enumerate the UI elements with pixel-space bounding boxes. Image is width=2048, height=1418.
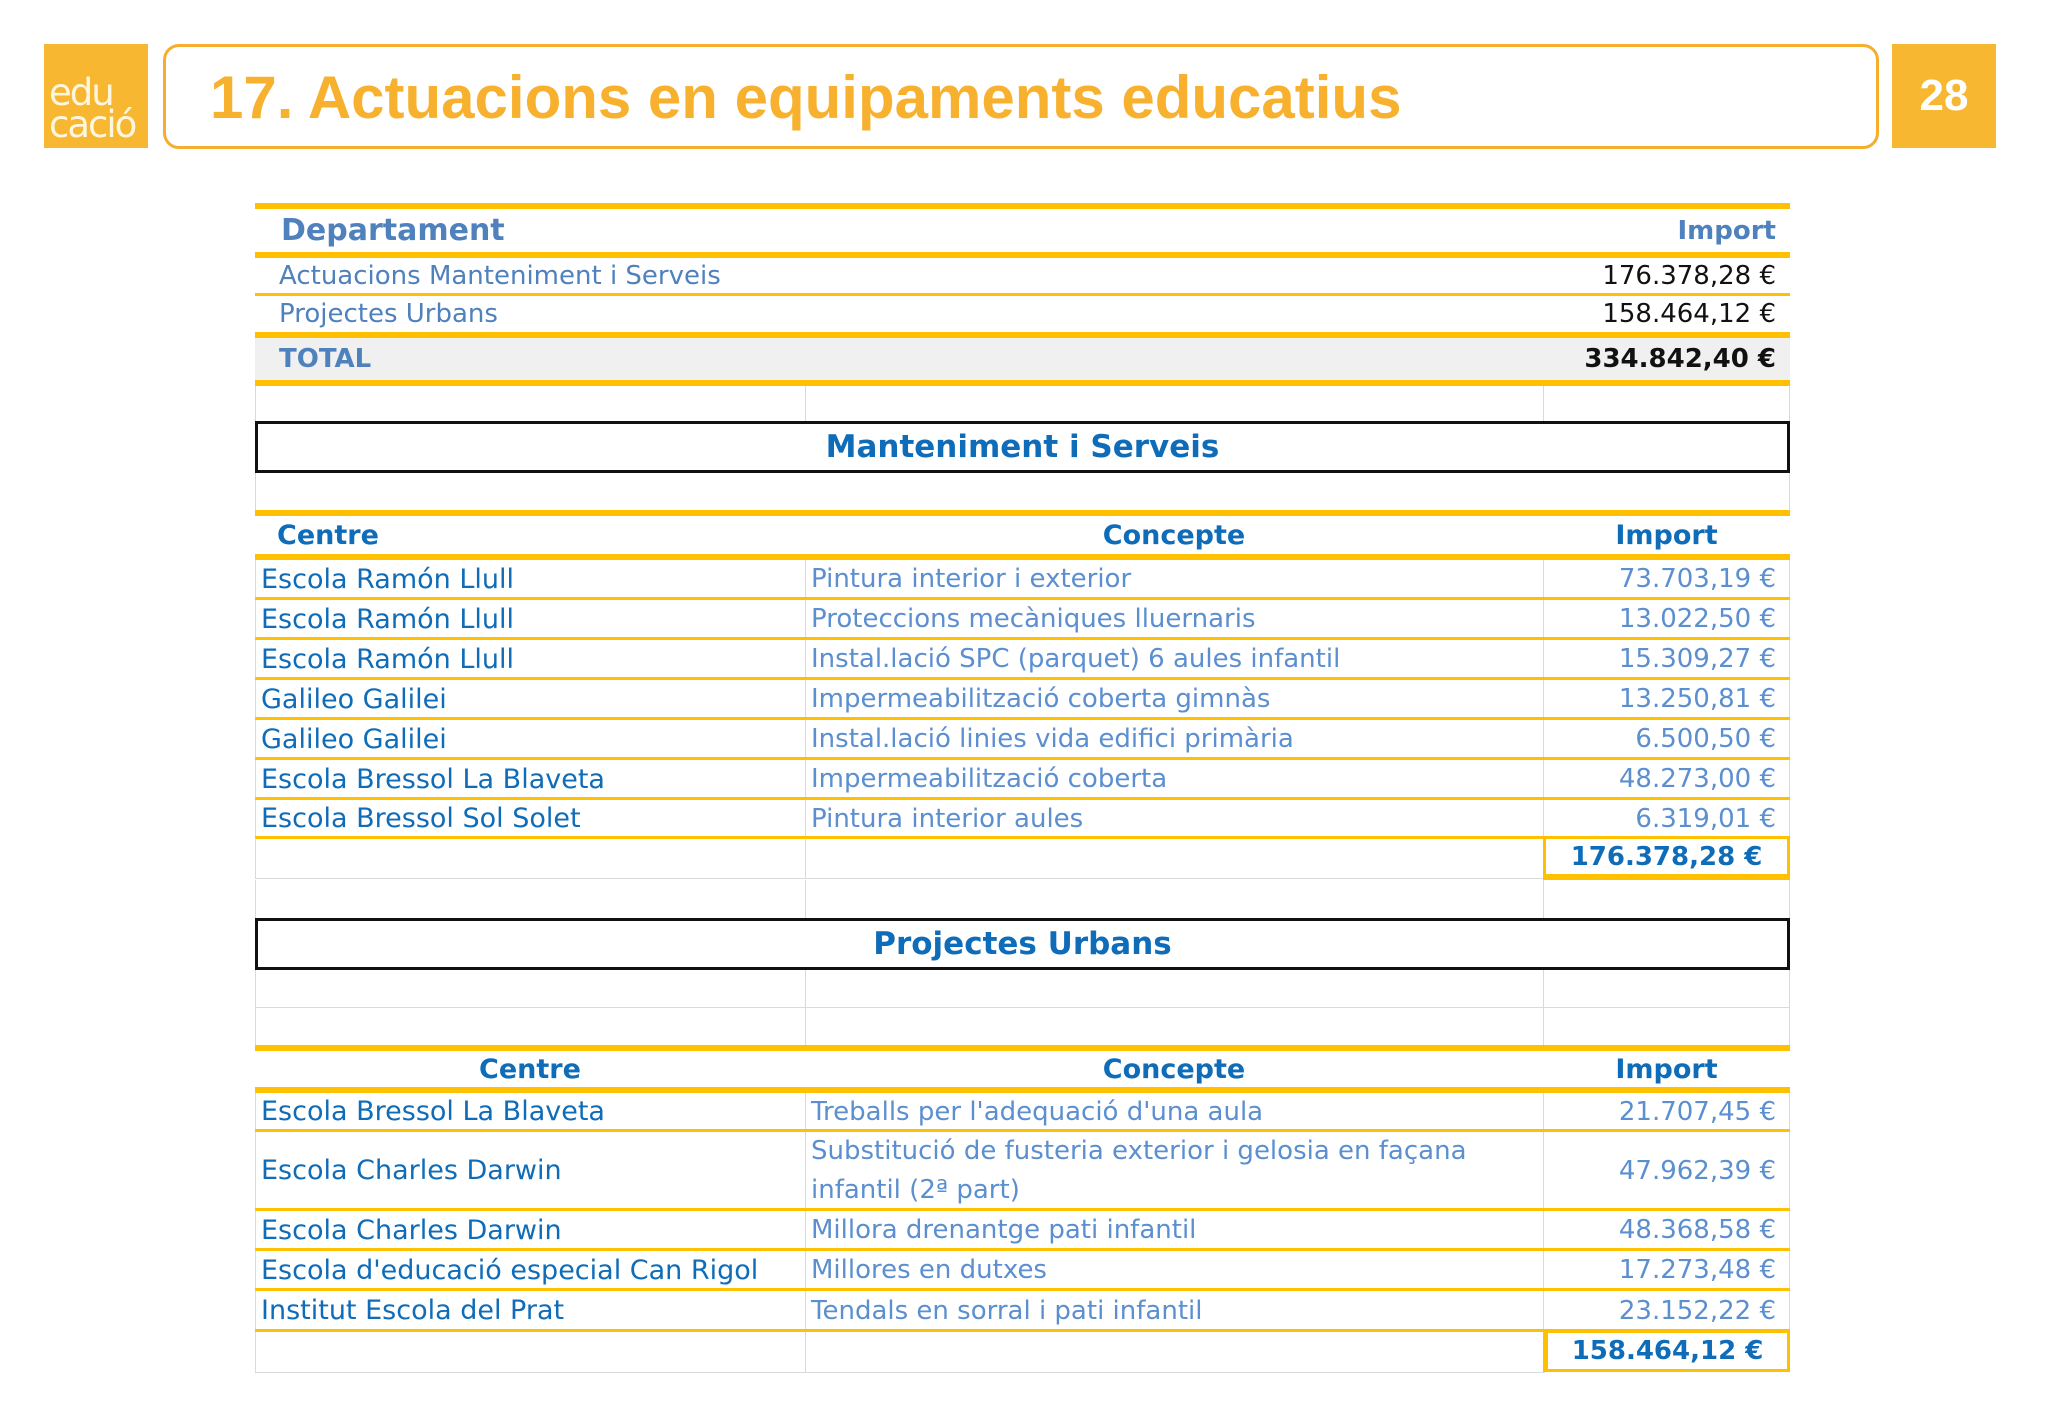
col-concepte bbox=[805, 1051, 1543, 1087]
concepte-cell bbox=[805, 1093, 1543, 1130]
centre-name: Escola Ramón Llull bbox=[261, 563, 515, 595]
concepte-cell bbox=[805, 800, 1543, 837]
logo-line-2: cació bbox=[49, 103, 136, 146]
summary-label-cell bbox=[255, 258, 1155, 293]
import-value: 17.273,48 € bbox=[1618, 1255, 1776, 1285]
table-row bbox=[255, 1093, 1790, 1130]
mant-subtotal: 176.378,28 € bbox=[1543, 836, 1790, 880]
concepte-cell bbox=[805, 720, 1543, 758]
centre-name: Escola Ramón Llull bbox=[261, 603, 515, 635]
summary-label-cell bbox=[255, 296, 1155, 332]
summary-header-row bbox=[255, 209, 1790, 252]
import-value: 73.703,19 € bbox=[1618, 564, 1776, 594]
centre-cell bbox=[255, 560, 805, 598]
empty-row bbox=[255, 473, 1790, 510]
urb-subtotal: 158.464,12 € bbox=[1543, 1330, 1790, 1372]
centre-cell bbox=[255, 1291, 805, 1330]
centre-name: Galileo Galilei bbox=[261, 723, 447, 755]
import-value: 21.707,45 € bbox=[1618, 1096, 1776, 1127]
col-centre bbox=[255, 1051, 805, 1087]
title-box bbox=[163, 44, 1879, 149]
col-import-label: Import bbox=[1615, 1053, 1718, 1085]
import-value: 48.368,58 € bbox=[1618, 1215, 1776, 1245]
col-concepte bbox=[805, 516, 1543, 554]
table-row bbox=[255, 560, 1790, 598]
concepte-text: Pintura interior aules bbox=[811, 803, 1084, 834]
concepte-cell bbox=[805, 760, 1543, 798]
centre-name: Escola Bressol Sol Solet bbox=[261, 803, 581, 834]
centre-cell bbox=[255, 1093, 805, 1130]
summary-label: Projectes Urbans bbox=[279, 299, 498, 329]
centre-cell bbox=[255, 800, 805, 837]
concepte-cell bbox=[805, 1132, 1543, 1209]
col-centre-label: Centre bbox=[479, 1053, 581, 1085]
total-amount-cell bbox=[1543, 338, 1790, 380]
table-row bbox=[255, 600, 1790, 638]
table-row bbox=[255, 800, 1790, 837]
summary-row bbox=[255, 296, 1790, 332]
centre-name: Escola Charles Darwin bbox=[261, 1155, 562, 1186]
concepte-text: Millora drenantge pati infantil bbox=[811, 1215, 1197, 1245]
concepte-text: Millores en dutxes bbox=[811, 1255, 1047, 1285]
concepte-text: Instal.lació linies vida edifici primària bbox=[811, 724, 1294, 754]
col-departament bbox=[255, 209, 1155, 252]
import-value: 48.273,00 € bbox=[1618, 764, 1776, 794]
import-cell bbox=[1543, 720, 1790, 758]
table-row bbox=[255, 640, 1790, 678]
table-row bbox=[255, 1211, 1790, 1249]
import-value: 13.022,50 € bbox=[1618, 604, 1776, 634]
import-value: 6.319,01 € bbox=[1635, 803, 1776, 834]
section-title-manteniment: Manteniment i Serveis bbox=[255, 421, 1790, 473]
summary-label: Actuacions Manteniment i Serveis bbox=[279, 260, 721, 291]
table-row bbox=[255, 1291, 1790, 1330]
table-row bbox=[255, 720, 1790, 758]
centre-name: Escola Charles Darwin bbox=[261, 1214, 562, 1246]
centre-cell bbox=[255, 1251, 805, 1289]
concepte-text: Proteccions mecàniques lluernaris bbox=[811, 604, 1256, 634]
concepte-text: Pintura interior i exterior bbox=[811, 564, 1132, 594]
concepte-text: Tendals en sorral i pati infantil bbox=[811, 1295, 1203, 1326]
summary-amount-cell bbox=[1543, 296, 1790, 332]
urb-header-row bbox=[255, 1051, 1790, 1087]
col-concepte-label: Concepte bbox=[1102, 1053, 1246, 1085]
col-departament-label: Departament bbox=[281, 213, 505, 248]
col-import-label: Import bbox=[1677, 215, 1776, 246]
concepte-cell bbox=[805, 640, 1543, 678]
import-cell bbox=[1543, 800, 1790, 837]
centre-name: Escola d'educació especial Can Rigol bbox=[261, 1254, 759, 1286]
col-import-label: Import bbox=[1615, 519, 1718, 551]
import-cell bbox=[1543, 560, 1790, 598]
total-label-cell bbox=[255, 338, 1155, 380]
col-centre bbox=[255, 516, 805, 554]
empty-row bbox=[255, 880, 1790, 918]
page-title: 17. Actuacions en equipaments educatius bbox=[210, 64, 1402, 131]
logo-line-1: edu bbox=[49, 71, 113, 114]
centre-name: Escola Ramón Llull bbox=[261, 643, 515, 675]
concepte-text: Impermeabilització coberta gimnàs bbox=[811, 684, 1271, 714]
col-centre-label: Centre bbox=[277, 519, 379, 551]
centre-name: Escola Bressol La Blaveta bbox=[261, 1096, 605, 1127]
summary-amount-cell bbox=[1543, 258, 1790, 293]
summary-amount: 158.464,12 € bbox=[1602, 299, 1776, 329]
col-import bbox=[1543, 516, 1790, 554]
import-cell bbox=[1543, 1291, 1790, 1330]
concepte-cell bbox=[805, 680, 1543, 718]
import-cell bbox=[1543, 1251, 1790, 1289]
import-cell bbox=[1543, 1093, 1790, 1130]
table-row bbox=[255, 760, 1790, 798]
table-row bbox=[255, 1251, 1790, 1289]
empty-row bbox=[255, 1008, 1790, 1046]
import-value: 47.962,39 € bbox=[1618, 1155, 1776, 1186]
centre-cell bbox=[255, 720, 805, 758]
import-cell bbox=[1543, 1132, 1790, 1209]
concepte-cell bbox=[805, 560, 1543, 598]
concepte-cell bbox=[805, 600, 1543, 638]
educacio-logo bbox=[44, 44, 148, 148]
concepte-text: Impermeabilització coberta bbox=[811, 764, 1168, 794]
centre-cell bbox=[255, 640, 805, 678]
centre-cell bbox=[255, 1211, 805, 1249]
col-import bbox=[1543, 209, 1790, 252]
import-value: 6.500,50 € bbox=[1635, 724, 1776, 754]
import-value: 13.250,81 € bbox=[1618, 684, 1776, 714]
centre-cell bbox=[255, 600, 805, 638]
concepte-cell bbox=[805, 1291, 1543, 1330]
table-row bbox=[255, 1132, 1790, 1209]
concepte-cell bbox=[805, 1211, 1543, 1249]
empty-row bbox=[255, 970, 1790, 1007]
centre-name: Institut Escola del Prat bbox=[261, 1295, 565, 1326]
centre-name: Escola Bressol La Blaveta bbox=[261, 763, 605, 795]
import-cell bbox=[1543, 640, 1790, 678]
centre-cell bbox=[255, 680, 805, 718]
summary-amount: 176.378,28 € bbox=[1602, 260, 1776, 291]
empty-row bbox=[255, 386, 1790, 421]
col-import bbox=[1543, 1051, 1790, 1087]
centre-cell bbox=[255, 760, 805, 798]
col-concepte-label: Concepte bbox=[1102, 519, 1246, 551]
mant-header-row bbox=[255, 516, 1790, 554]
concepte-text: Instal.lació SPC (parquet) 6 aules infantil bbox=[811, 644, 1341, 674]
total-label: TOTAL bbox=[279, 344, 372, 374]
import-cell bbox=[1543, 600, 1790, 638]
table-row bbox=[255, 680, 1790, 718]
centre-name: Galileo Galilei bbox=[261, 683, 447, 715]
import-cell bbox=[1543, 1211, 1790, 1249]
import-value: 15.309,27 € bbox=[1618, 644, 1776, 674]
concepte-text: Substitució de fusteria exterior i gelosia en façana infantil (2ª part) bbox=[811, 1135, 1467, 1205]
concepte-text: Treballs per l'adequació d'una aula bbox=[811, 1096, 1264, 1127]
page-number: 28 bbox=[1892, 44, 1996, 148]
section-title-urbans: Projectes Urbans bbox=[255, 918, 1790, 970]
summary-row bbox=[255, 258, 1790, 293]
import-value: 23.152,22 € bbox=[1618, 1295, 1776, 1326]
concepte-cell bbox=[805, 1251, 1543, 1289]
import-cell bbox=[1543, 760, 1790, 798]
summary-total-row bbox=[255, 338, 1790, 380]
total-amount: 334.842,40 € bbox=[1584, 344, 1776, 374]
centre-cell bbox=[255, 1132, 805, 1209]
import-cell bbox=[1543, 680, 1790, 718]
